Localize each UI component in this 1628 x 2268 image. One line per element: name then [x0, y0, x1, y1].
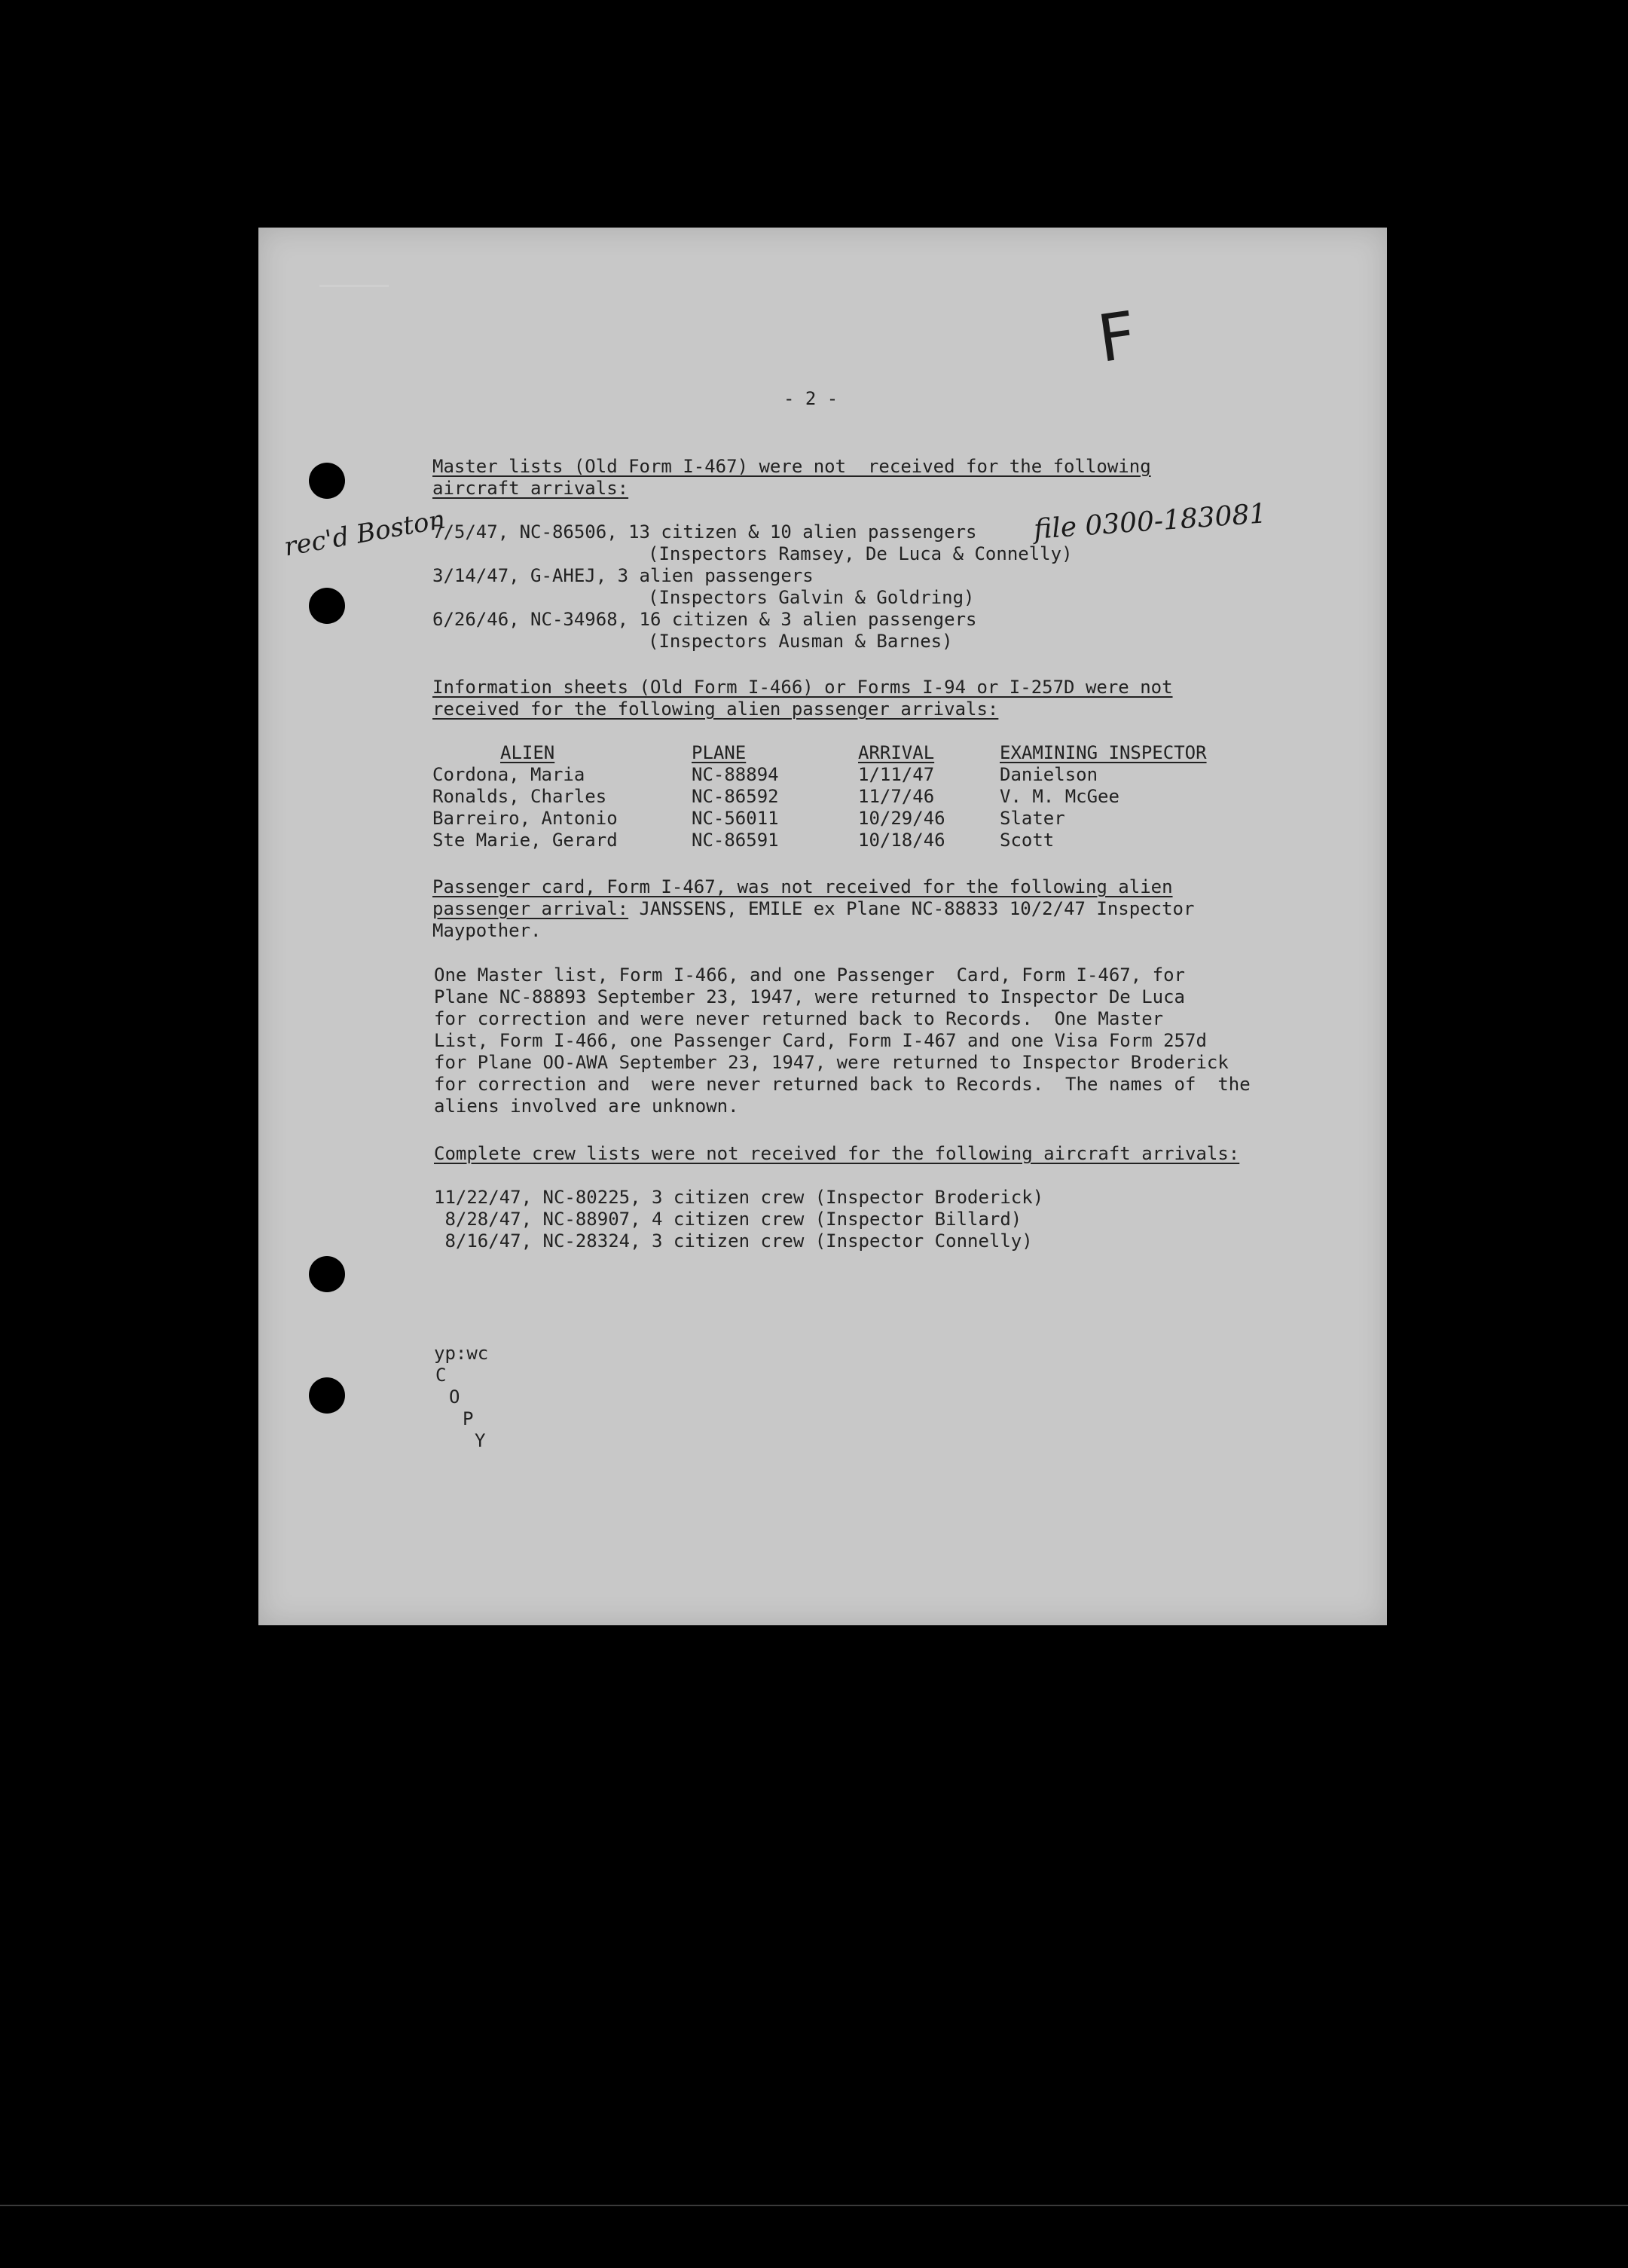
section4-line-4: List, Form I-466, one Passenger Card, Form I-467 and one Visa Form 257d	[434, 1030, 1207, 1051]
table-header-alien: ALIEN	[500, 742, 555, 763]
binder-hole-3	[309, 1256, 345, 1292]
section4-line-2: Plane NC-88893 September 23, 1947, were returned to Inspector De Luca	[434, 986, 1185, 1007]
copy-letter-c: C	[435, 1365, 447, 1386]
section4-line-3: for correction and were never returned back to Records. One Master	[434, 1008, 1164, 1029]
table-row-3-inspector: Slater	[1000, 808, 1065, 829]
section3-arrival-label: passenger arrival:	[432, 898, 629, 919]
table-row-1-inspector: Danielson	[1000, 764, 1098, 785]
table-row-1-alien: Cordona, Maria	[432, 764, 585, 785]
table-row-2-alien: Ronalds, Charles	[432, 786, 607, 807]
table-header-plane: PLANE	[692, 742, 747, 763]
section1-entry-1-line1: 7/5/47, NC-86506, 13 citizen & 10 alien passengers	[432, 521, 977, 543]
section5-entry-3: 8/16/47, NC-28324, 3 citizen crew (Inspector Connelly)	[434, 1230, 1033, 1252]
section4-line-1: One Master list, Form I-466, and one Passenger Card, Form I-467, for	[434, 964, 1185, 986]
section1-entry-3-line1: 6/26/46, NC-34968, 16 citizen & 3 alien passengers	[432, 609, 977, 630]
table-row-1-plane: NC-88894	[692, 764, 779, 785]
table-row-4-inspector: Scott	[1000, 830, 1055, 851]
table-row-2-plane: NC-86592	[692, 786, 779, 807]
section4-line-7: aliens involved are unknown.	[434, 1096, 739, 1117]
section5-entry-1: 11/22/47, NC-80225, 3 citizen crew (Inspector Broderick)	[434, 1187, 1044, 1208]
table-row-4-plane: NC-86591	[692, 830, 779, 851]
section3-heading-line2	[432, 898, 1194, 920]
table-row-3-alien: Barreiro, Antonio	[432, 808, 618, 829]
section1-entry-1-line2: (Inspectors Ramsey, De Luca & Connelly)	[648, 543, 1073, 564]
section1-entry-2-line1: 3/14/47, G-AHEJ, 3 alien passengers	[432, 565, 814, 586]
copy-letter-p: P	[463, 1408, 474, 1429]
copy-letter-y: Y	[475, 1430, 486, 1451]
table-row-3-arrival: 10/29/46	[858, 808, 945, 829]
section4-line-6: for correction and were never returned back to Records. The names of the	[434, 1074, 1251, 1095]
scan-bottom-line	[0, 2205, 1628, 2206]
handwritten-file-note: file 0300-183081	[1032, 498, 1268, 546]
section1-entry-2-line2: (Inspectors Galvin & Goldring)	[648, 587, 975, 608]
typist-initials: yp:wc	[434, 1343, 489, 1364]
table-header-inspector: EXAMINING INSPECTOR	[1000, 742, 1207, 763]
handwritten-letter: F	[1093, 298, 1141, 377]
table-row-4-alien: Ste Marie, Gerard	[432, 830, 618, 851]
binder-hole-1	[309, 463, 345, 499]
section1-heading-line1: Master lists (Old Form I-467) were not received for the following	[432, 456, 1151, 477]
binder-hole-4	[309, 1377, 345, 1414]
section1-entry-3-line2: (Inspectors Ausman & Barnes)	[648, 631, 953, 652]
binder-hole-2	[309, 588, 345, 624]
margin-dash-mark	[319, 285, 389, 287]
section2-heading-line1: Information sheets (Old Form I-466) or Forms I-94 or I-257D were not	[432, 677, 1173, 698]
table-row-2-arrival: 11/7/46	[858, 786, 935, 807]
section3-arrival-detail: JANSSENS, EMILE ex Plane NC-88833 10/2/47 Inspector	[628, 898, 1195, 919]
table-row-1-arrival: 1/11/47	[858, 764, 935, 785]
table-header-arrival: ARRIVAL	[858, 742, 935, 763]
section4-line-5: for Plane OO-AWA September 23, 1947, were returned to Inspector Broderick	[434, 1052, 1229, 1073]
table-row-4-arrival: 10/18/46	[858, 830, 945, 851]
section3-heading-line1: Passenger card, Form I-467, was not received for the following alien	[432, 876, 1173, 897]
document-page	[258, 228, 1387, 1625]
table-row-3-plane: NC-56011	[692, 808, 779, 829]
section3-heading-line3: Maypother.	[432, 920, 542, 941]
section5-heading: Complete crew lists were not received for the following aircraft arrivals:	[434, 1143, 1240, 1164]
copy-letter-o: O	[449, 1386, 460, 1408]
section1-heading-line2: aircraft arrivals:	[432, 478, 629, 499]
section2-heading-line2: received for the following alien passenger arrivals:	[432, 698, 999, 720]
section5-entry-2: 8/28/47, NC-88907, 4 citizen crew (Inspector Billard)	[434, 1209, 1022, 1230]
handwritten-boston-note: rec'd Boston	[282, 504, 448, 563]
page-number: - 2 -	[783, 388, 838, 409]
table-row-2-inspector: V. M. McGee	[1000, 786, 1119, 807]
